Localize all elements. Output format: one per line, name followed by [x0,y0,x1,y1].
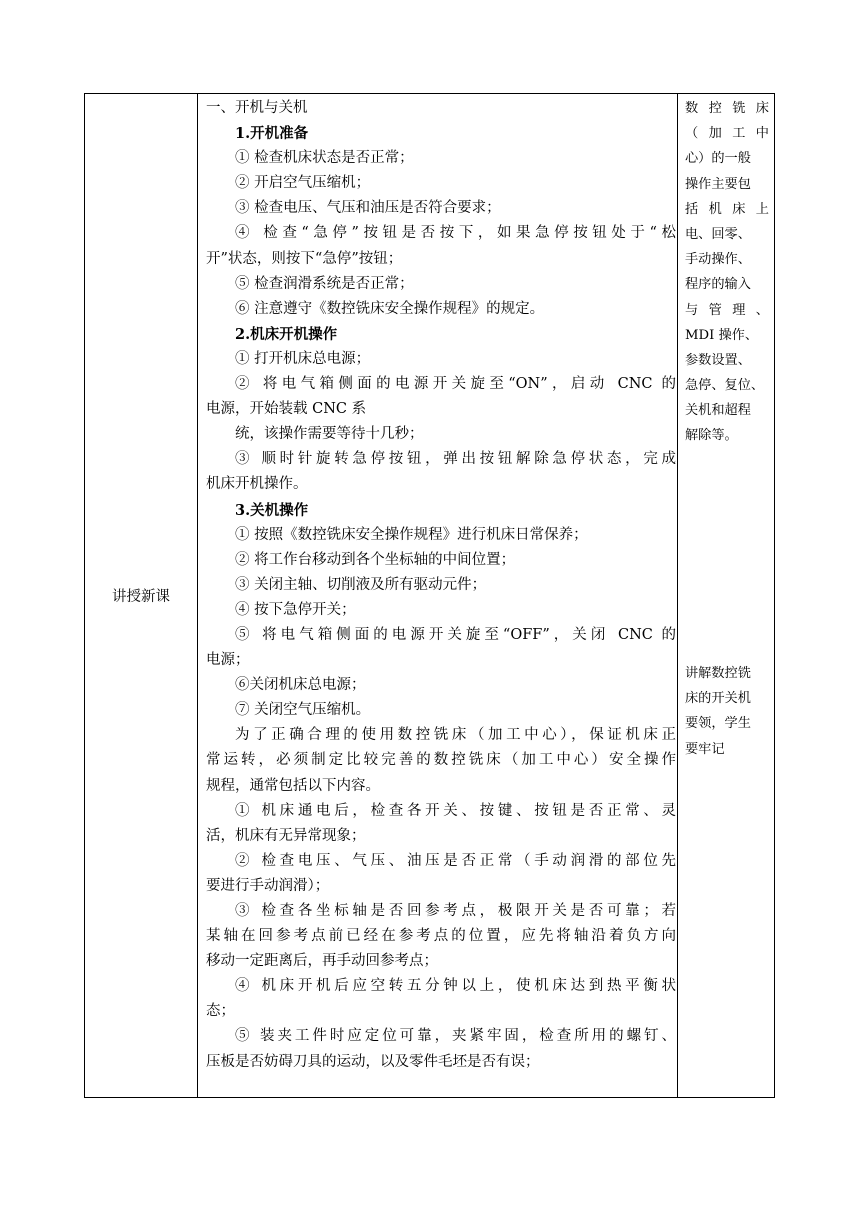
note-line: 要牢记 [685,741,725,757]
content-line: ② 开启空气压缩机； [235,175,371,192]
note-line: 括机床上 [685,201,769,217]
content-line: 态； [206,1003,235,1020]
content-line: ① 按照《数控铣床安全操作规程》进行机床日常保养； [235,526,588,543]
content-line: ③ 顺时针旋转急停按钮，弹出按钮解除急停状态，完成 [235,451,676,468]
note-line: 床的开关机 [685,691,751,707]
content-line: ③ 检查各坐标轴是否回参考点，极限开关是否可靠；若 [235,903,676,919]
content-line: 开”状态，则按下“急停”按钮； [206,250,403,267]
content-line: ② 检查电压、气压、油压是否正常（手动润滑的部位先 [235,852,676,869]
note-line: 讲解数控铣 [685,666,751,681]
content-line: ③ 关闭主轴、切削液及所有驱动元件； [235,576,487,593]
lesson-table [84,93,775,1098]
content-line: ④ 按下急停开关； [235,601,356,618]
note-line: 急停、复位、 [685,378,765,394]
content-line: 电源； [206,652,250,669]
content-line: ⑤ 检查润滑系统是否正常； [235,275,414,292]
note-line: 程序的输入 [685,277,751,293]
content-line: 要进行手动润滑）； [206,877,330,894]
lesson-content-cell [206,96,676,1075]
note-line: 心）的一般 [685,151,751,167]
content-line: ① 检查机床状态是否正常； [235,150,414,167]
note-line: 要领，学生 [685,716,751,732]
note-line: （加工中 [685,126,769,142]
column-divider-left [197,94,198,1097]
content-line: 1.开机准备 [235,125,309,143]
content-line: ④ 机床开机后应空转五分钟以上，使机床达到热平衡状 [235,978,676,995]
content-line: 某轴在回参考点前已经在参考点的位置，应先将轴沿着负方向 [206,928,676,945]
content-line: 常运转，必须制定比较完善的数控铣床（加工中心）安全操作 [206,752,676,769]
note-line: MDI 操作、 [685,327,759,343]
content-line: ④ 检查“急停”按钮是否按下，如果急停按钮处于“松 [235,225,676,242]
content-line: ① 机床通电后，检查各开关、按键、按钮是否正常、灵 [235,802,676,819]
note-line: 关机和超程 [685,403,751,419]
note-line: 解除等。 [685,428,738,444]
note-line: 电、回零、 [685,226,751,242]
note-line: 数控铣床 [685,101,769,116]
content-line: ⑦ 关闭空气压缩机。 [235,702,371,719]
content-line: 一、开机与关机 [206,100,308,116]
content-line: 移动一定距离后，再手动回参考点； [206,953,438,970]
note-line: 手动操作、 [685,252,751,268]
content-line: ② 将电气箱侧面的电源开关旋至“ON”，启动 CNC 的 [235,376,676,393]
content-line: ⑤ 装夹工件时应定位可靠，夹紧牢固，检查所用的螺钉、 [235,1028,676,1045]
content-line: ② 将工作台移动到各个坐标轴的中间位置； [235,551,516,568]
content-line: 机床开机操作。 [206,476,308,493]
teaching-notes-cell [685,96,769,449]
content-line: ① 打开机床总电源； [235,350,371,367]
content-line: 活，机床有无异常现象； [206,827,366,844]
content-line: 为了正确合理的使用数控铣床（加工中心），保证机床正 [235,727,676,744]
content-line: ③ 检查电压、气压和油压是否符合要求； [235,200,501,217]
content-line: 电源，开始装载 CNC 系 [206,401,367,418]
content-line: ⑥ 注意遵守《数控铣床安全操作规程》的规定。 [235,300,545,317]
section-label: 讲授新课 [112,589,170,605]
content-line: 压板是否妨碍刀具的运动，以及零件毛坯是否有误； [206,1053,540,1070]
content-line: 2.机床开机操作 [235,325,338,343]
note-line: 操作主要包 [685,176,751,192]
column-divider-right [677,94,678,1097]
teaching-notes-second [685,661,769,762]
note-line: 与管理、 [685,302,769,318]
content-line: 规程，通常包括以下内容。 [206,777,380,794]
content-line: 3.关机操作 [235,501,309,519]
section-label-cell [85,94,197,1097]
note-line: 参数设置、 [685,352,751,368]
content-line: 统，该操作需要等待十几秒； [235,426,424,443]
content-line: ⑤ 将电气箱侧面的电源开关旋至“OFF”，关闭 CNC 的 [235,626,676,643]
content-line: ⑥关闭机床总电源； [235,677,366,694]
